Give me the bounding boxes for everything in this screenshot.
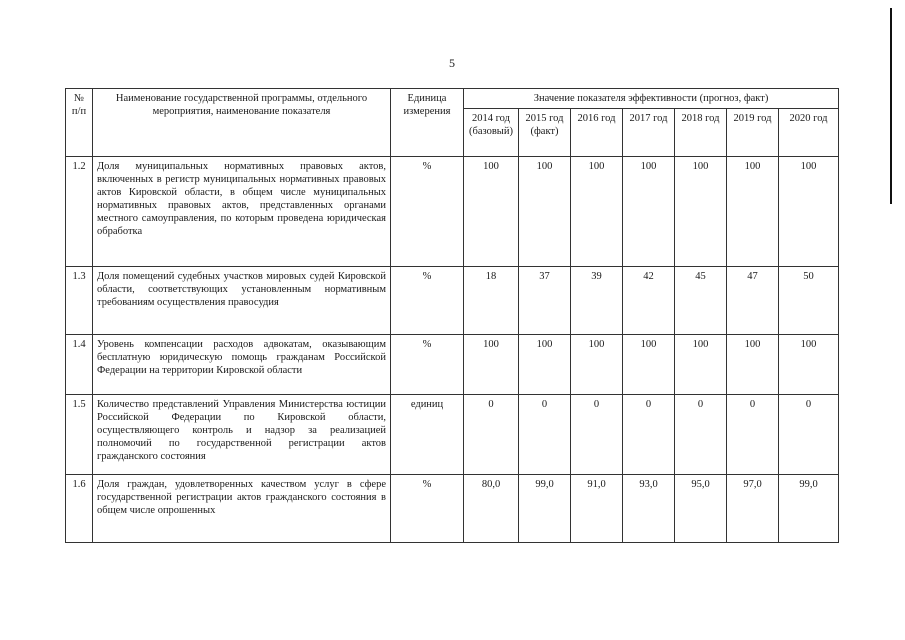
row-value: 37 [519,267,571,335]
row-value: 18 [464,267,519,335]
header-row-1 [66,89,839,109]
table-row [66,267,839,335]
row-num: 1.2 [66,157,93,267]
row-value: 100 [519,157,571,267]
row-unit: % [391,335,464,395]
row-value: 100 [464,335,519,395]
header-year-2020: 2020 год [779,109,839,157]
row-value: 97,0 [727,475,779,543]
row-num: 1.3 [66,267,93,335]
row-unit: % [391,475,464,543]
header-year-2015: 2015 год (факт) [519,109,571,157]
row-value: 100 [727,157,779,267]
row-value: 100 [464,157,519,267]
row-value: 100 [623,335,675,395]
row-value: 100 [675,335,727,395]
row-value: 100 [675,157,727,267]
row-value: 42 [623,267,675,335]
table-row [66,475,839,543]
row-value: 95,0 [675,475,727,543]
row-value: 100 [779,157,839,267]
row-value: 80,0 [464,475,519,543]
row-value: 100 [571,157,623,267]
row-unit: % [391,157,464,267]
row-value: 50 [779,267,839,335]
row-value: 0 [519,395,571,475]
row-unit: единиц [391,395,464,475]
table-row [66,395,839,475]
row-value: 47 [727,267,779,335]
header-group: Значение показателя эффективности (прогноз, факт) [464,89,839,109]
row-unit: % [391,267,464,335]
scan-edge-line [890,8,892,204]
row-value: 100 [519,335,571,395]
row-value: 0 [464,395,519,475]
header-num: № п/п [66,89,93,157]
row-value: 100 [571,335,623,395]
row-num: 1.6 [66,475,93,543]
row-value: 100 [779,335,839,395]
row-name: Доля муниципальных нормативных правовых актов, включенных в регистр муниципальных нормативных правовых актов Кировской области, в общем числе муниципальных нормативных правовых актов, представленных органами местного самоуправления, по которым проведена юридическая обработка [93,157,391,267]
row-value: 99,0 [519,475,571,543]
header-year-2016: 2016 год [571,109,623,157]
row-value: 99,0 [779,475,839,543]
row-value: 100 [727,335,779,395]
row-value: 0 [571,395,623,475]
header-name: Наименование государственной программы, отдельного мероприятия, наименование показателя [93,89,391,157]
header-year-2019: 2019 год [727,109,779,157]
row-value: 0 [727,395,779,475]
row-value: 0 [779,395,839,475]
row-value: 100 [623,157,675,267]
page-number: 5 [449,56,455,70]
header-year-2018: 2018 год [675,109,727,157]
row-value: 0 [623,395,675,475]
row-value: 45 [675,267,727,335]
row-value: 39 [571,267,623,335]
indicator-table [65,88,839,543]
header-unit: Единица измерения [391,89,464,157]
table-row [66,335,839,395]
row-name: Уровень компенсации расходов адвокатам, оказывающим бесплатную юридическую помощь гражданам Российской Федерации на территории Кировской области [93,335,391,395]
row-value: 0 [675,395,727,475]
row-num: 1.5 [66,395,93,475]
row-value: 91,0 [571,475,623,543]
row-value: 93,0 [623,475,675,543]
row-num: 1.4 [66,335,93,395]
row-name: Доля помещений судебных участков мировых судей Кировской области, соответствующих установленным нормативным требованиям осуществления правосудия [93,267,391,335]
table-row [66,157,839,267]
header-year-2014: 2014 год (базовый) [464,109,519,157]
row-name: Количество представлений Управления Министерства юстиции Российской Федерации по Кировской области, осуществляющего контроль и надзор за реализацией полномочий по государственной регистрации актов гражданского состояния [93,395,391,475]
row-name: Доля граждан, удовлетворенных качеством услуг в сфере государственной регистрации актов гражданского состояния в общем числе опрошенных [93,475,391,543]
header-year-2017: 2017 год [623,109,675,157]
